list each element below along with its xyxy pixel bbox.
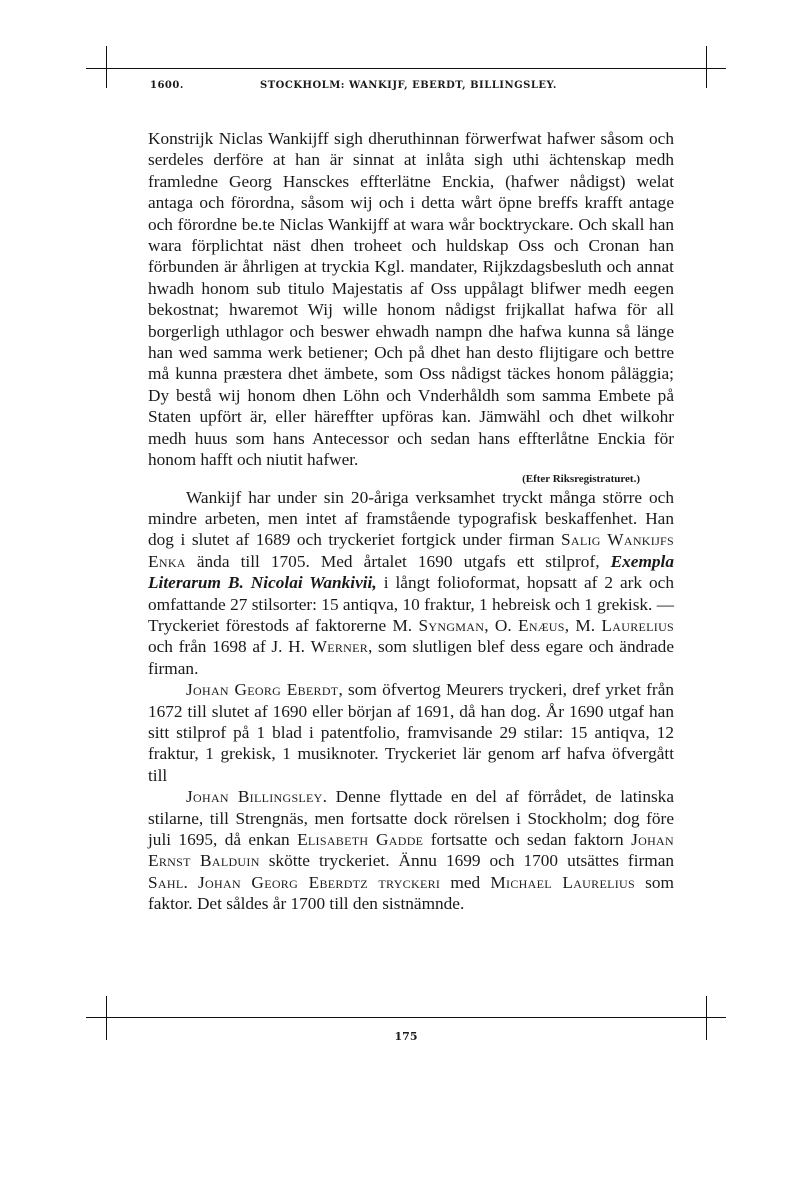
text-segment: skötte tryckeriet. Ännu 1699 och 1700 utsättes firman	[268, 851, 675, 871]
page-number: 175	[394, 1030, 418, 1043]
person-name: Johan Billingsley	[186, 787, 323, 807]
person-name: Johan Ernst Balduin	[148, 830, 674, 871]
text-segment: , som slutligen blef dess egare och ändrade firman.	[148, 637, 674, 678]
person-name: Laurelius	[601, 615, 675, 635]
person-name: Syngman	[418, 615, 485, 635]
text-segment: med	[450, 872, 481, 892]
text-segment: och från 1698 af J. H.	[148, 637, 305, 657]
paragraph-billingsley	[148, 786, 674, 914]
header-running-title: STOCKHOLM: WANKIJF, EBERDT, BILLINGSLEY.	[260, 80, 557, 91]
left-rule-bottom	[106, 996, 107, 1040]
paragraph-eberdt	[148, 679, 674, 786]
text-segment: , som öfvertog Meurers tryckeri, dref yrket från 1672 till slutet af 1690 eller början af 1691, då han dog. År 1690 utgaf han sitt stilprof på 1 blad i patentfolio, framvisande 29 stilar: 15 antiqva, 12 fraktur, 1 grekisk, 1 musiknoter. Tryckeriet lär genom arf hafva öfvergått till	[148, 680, 675, 785]
top-rule	[86, 68, 726, 69]
paragraph-wankijf	[148, 487, 674, 680]
person-name: Werner	[310, 637, 369, 657]
header-year: 1600.	[150, 80, 184, 91]
person-name: Elisabeth Gadde	[297, 830, 424, 849]
firm-name: Johan Georg Eberdtz tryckeri	[198, 872, 441, 892]
person-name: Michael Laurelius	[490, 872, 635, 892]
text-segment: som faktor. Det såldes år 1700 till den sistnämnde.	[148, 872, 674, 914]
bottom-rule	[86, 1017, 726, 1018]
text-segment: Wankijf har under sin 20-åriga verksamhet tryckt många större och mindre arbeten, men intet af framstående typografisk beskaffenhet. Han dog i slutet af 1689 och tryckeriet fortgick under firman	[148, 487, 674, 550]
left-rule-top	[106, 46, 107, 88]
source-note: (Efter Riksregistraturet.)	[522, 472, 640, 485]
text-segment: . Denne flyttade en del af förrådet, de latinska stilarne, till Strengnäs, men fortsatte dock rörelsen i Stockholm; dog före juli 1695, då enkan	[148, 787, 674, 849]
person-name: Sahl	[148, 872, 184, 892]
person-name: Enæus	[518, 615, 565, 635]
text-segment: i långt folioformat, hopsatt af 2 ark och omfattande 27 stilsorter: 15 antiqva, 10 fraktur, 1 hebreisk och 1 grekisk. — Tryckeriet förestods af faktorerne M.	[148, 573, 674, 635]
right-rule-bottom	[706, 996, 707, 1040]
text-segment: fortsatte och sedan faktorn	[430, 830, 624, 849]
text-segment: , M.	[564, 615, 596, 635]
text-segment: ända till 1705. Med årtalet 1690 utgafs ett stilprof,	[196, 551, 600, 571]
page-body	[148, 128, 674, 915]
text-segment: , O.	[484, 615, 512, 635]
firm-name: Salig Wankijfs Enka	[148, 530, 674, 571]
paragraph-privilege-letter: Konstrijk Niclas Wankijff sigh dheruthinnan förwerfwat hafwer såsom och serdeles derföre at han är sinnat at inlåta sigh uthi ächtenskap medh framledne Georg Hansckes effterlätne Enckia, (hafwer nådigst) welat antaga och förordna, såsom wij och i detta wårt öpne breffs krafft antage och förordne be.te Niclas Wankijff at wara wår bocktryckare. Och skall han wara förplichtat näst dhen troheet och huldskap Oss och Cronan han förbunden är åhrligen at tryckia Kgl. mandater, Rijkzdagsbesluth och annat hwadh honom sub titulo Majestatis af Oss uppålagt blifwer medh eegen bekostnat; hwaremot Wij wille honom nådigst frijkallat hafwa för all borgerligh uthlagor och beswer ehwadh nampn dhe hafwa kunna så länge han wed samma werk betiener; Och på dhet han desto flijtigare och bettre må kunna præstera dhet ämbete, som Oss nådigst täckes honom påläggia; Dy bestå wij honom dhen Löhn och Vnderhåldh som samma Embete på Staten upfört är, eller häreffter upföras kan. Jämwähl och dhet wilkohr medh huus som hans Antecessor och sedan hans effterlåtne Enckia för honom hafft och niutit hafwer.	[148, 129, 674, 470]
running-header	[150, 80, 690, 98]
book-title: Exempla Literarum B. Nicolai Wankivii,	[148, 551, 674, 593]
text-segment: .	[183, 872, 188, 892]
person-name: Johan Georg Eberdt	[186, 680, 339, 700]
right-rule-top	[706, 46, 707, 88]
